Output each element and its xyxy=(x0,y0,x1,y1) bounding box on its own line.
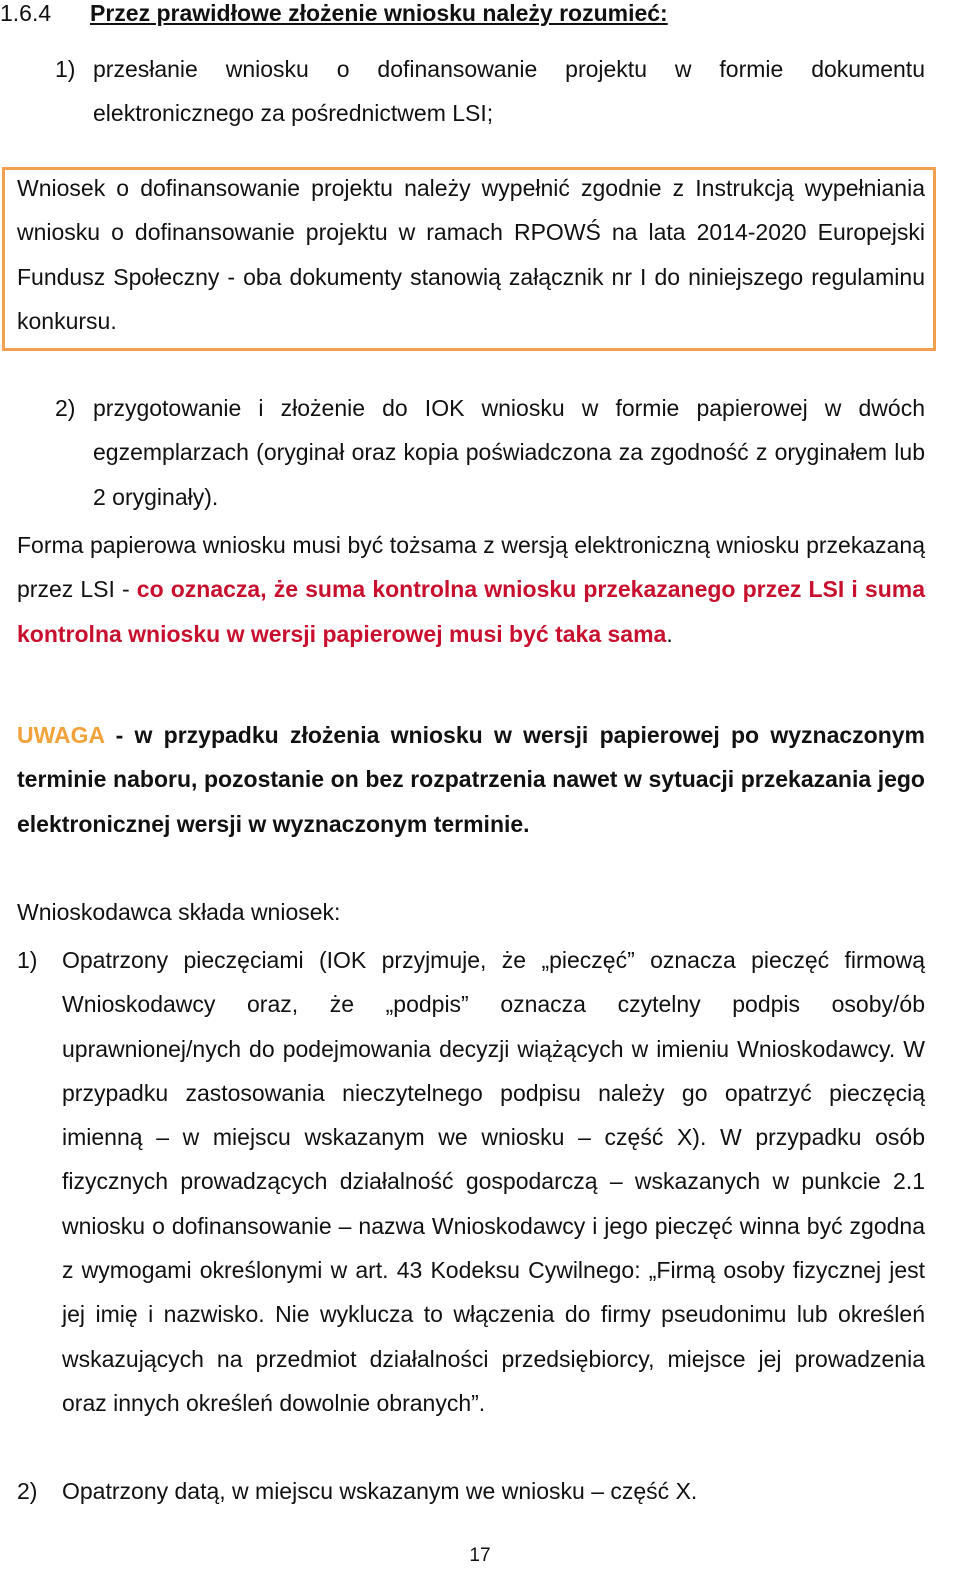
forma-end: . xyxy=(666,620,673,647)
list-item-1-text: przesłanie wniosku o dofinansowanie projektu w formie dokumentu elektronicznego za pośrednictwem LSI; xyxy=(93,56,925,127)
uwaga-paragraph xyxy=(17,713,925,846)
wnioskodawca-intro: Wnioskodawca składa wniosek: xyxy=(17,899,341,925)
uwaga-label: UWAGA xyxy=(17,722,105,748)
list-number-1: 1) xyxy=(55,56,76,82)
section-heading xyxy=(0,0,760,26)
boxed-note: Wniosek o dofinansowanie projektu należy wypełnić zgodnie z Instrukcją wypełniania wniosku o dofinansowanie projektu w ramach RPOWŚ na lata 2014-2020 Europejski Fundusz Społeczny - oba dokumenty stanowią załącznik nr I do niniejszego regulaminu konkursu. xyxy=(17,175,925,334)
uwaga-text: - w przypadku złożenia wniosku w wersji papierowej po wyznaczonym terminie naboru, pozostanie on bez rozpatrzenia nawet w sytuacji przekazania jego elektronicznej wersji w wyznaczonym terminie. xyxy=(17,722,925,837)
list-item-2-text: przygotowanie i złożenie do IOK wniosku w formie papierowej w dwóch egzemplarzach (oryginał oraz kopia poświadczona za zgodność z oryginałem lub 2 oryginały). xyxy=(93,395,925,510)
requirement-2-text: Opatrzony datą, w miejscu wskazanym we wniosku – część X. xyxy=(62,1478,698,1504)
requirement-1-text: Opatrzony pieczęciami (IOK przyjmuje, że „pieczęć” oznacza pieczęć firmową Wnioskodawcy oraz, że „podpis” oznacza czytelny podpis osoby/ób uprawnionej/nych do podejmowania decyzji wiążących w imieniu Wnioskodawcy. W przypadku zastosowania nieczytelnego podpisu należy go opatrzyć pieczęcią imienną – w miejscu wskazanym we wniosku – część X). W przypadku osób fizycznych prowadzących działalność gospodarczą – wskazanych w punkcie 2.1 wniosku o dofinansowanie – nazwa Wnioskodawcy i jego pieczęć winna być zgodna z wymogami określonymi w art. 43 Kodeksu Cywilnego: „Firmą osoby fizycznej jest jej imię i nazwisko. Nie wyklucza to włączenia do firmy pseudonimu lub określeń wskazujących na przedmiot działalności przedsiębiorcy, miejsce jej prowadzenia oraz innych określeń dowolnie obranych”. xyxy=(62,947,925,1416)
forma-plain-text: Forma papierowa wniosku musi być tożsama z wersją elektroniczną wniosku przekazaną przez LSI - xyxy=(17,532,925,603)
forma-red-text: co oznacza, że suma kontrolna wniosku przekazanego przez LSI i suma kontrolna wniosku w wersji papierowej musi być taka sama xyxy=(17,576,925,647)
forma-paragraph xyxy=(17,523,925,656)
requirement-number-2: 2) xyxy=(17,1478,38,1504)
requirement-number-1: 1) xyxy=(17,947,38,973)
list-number-2: 2) xyxy=(55,395,76,421)
page-number: 17 xyxy=(469,1545,491,1566)
section-title: Przez prawidłowe złożenie wniosku należy rozumieć: xyxy=(90,0,668,26)
section-number: 1.6.4 xyxy=(0,0,52,26)
